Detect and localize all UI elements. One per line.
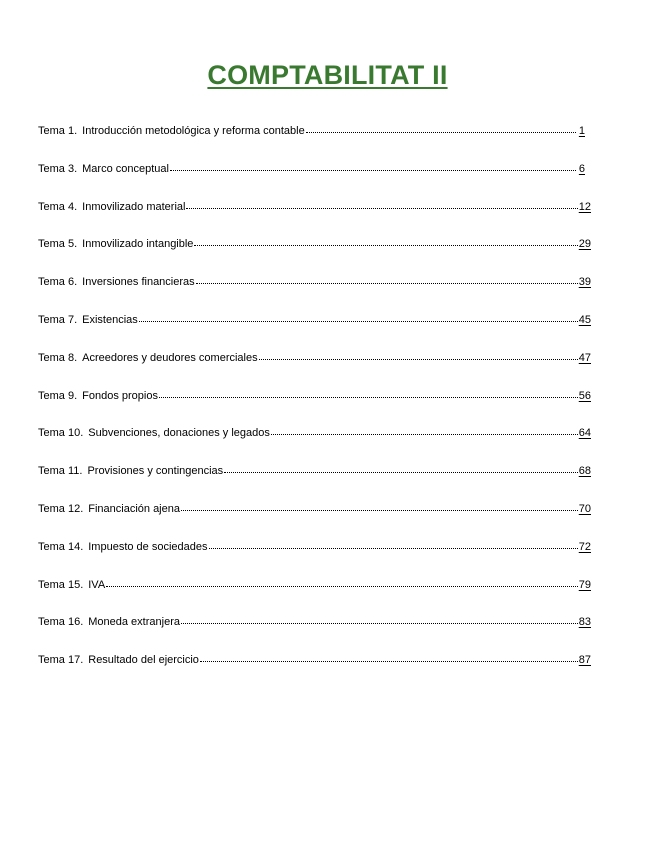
toc-entry-label: Moneda extranjera: [88, 616, 180, 629]
toc-entry-label: IVA: [88, 578, 106, 591]
toc-entry-number: Tema 16.: [38, 616, 84, 629]
toc-entry-number: Tema 7.: [38, 313, 78, 326]
toc-entry[interactable]: [38, 275, 591, 313]
table-of-contents: [38, 124, 591, 691]
toc-entry[interactable]: [38, 653, 591, 691]
toc-entry[interactable]: [38, 389, 591, 427]
toc-entry-number: Tema 12.: [38, 502, 84, 515]
toc-entry-page: 56: [578, 389, 591, 402]
toc-entry-label: Existencias: [82, 313, 138, 326]
toc-entry-number: Tema 3.: [38, 162, 78, 175]
toc-dot-leader: [194, 245, 577, 246]
toc-dot-leader: [139, 321, 578, 322]
toc-entry[interactable]: [38, 502, 591, 540]
toc-entry-page: 64: [578, 427, 591, 440]
toc-entry-number: Tema 11.: [38, 465, 83, 478]
toc-entry-label: Marco conceptual: [82, 162, 169, 175]
toc-entry-label: Impuesto de sociedades: [88, 540, 208, 553]
toc-dot-leader: [306, 132, 576, 133]
toc-entry[interactable]: [38, 237, 591, 275]
toc-entry-number: Tema 1.: [38, 125, 78, 137]
toc-entry-page: 72: [578, 540, 591, 553]
toc-dot-leader: [181, 510, 578, 511]
toc-entry-number: Tema 8.: [38, 351, 78, 364]
toc-dot-leader: [271, 434, 578, 435]
toc-entry-label: Provisiones y contingencias: [87, 465, 224, 478]
toc-entry-label: Subvenciones, donaciones y legados: [88, 427, 270, 440]
toc-entry-label: Financiación ajena: [88, 502, 180, 515]
toc-entry[interactable]: [38, 464, 591, 502]
toc-entry[interactable]: [38, 162, 591, 200]
toc-dot-leader: [186, 208, 577, 209]
toc-entry-page: 70: [578, 502, 591, 515]
toc-entry-number: Tema 14.: [38, 540, 84, 553]
toc-entry-page: 87: [578, 654, 591, 667]
toc-entry-page: 1: [578, 125, 585, 137]
toc-entry-number: Tema 4.: [38, 200, 78, 213]
toc-entry-number: Tema 5.: [38, 238, 78, 251]
toc-dot-leader: [159, 397, 578, 398]
toc-entry-number: Tema 10.: [38, 427, 84, 440]
toc-entry-page: 79: [578, 578, 591, 591]
toc-entry[interactable]: [38, 124, 591, 162]
toc-entry-page: 12: [578, 200, 591, 213]
toc-entry[interactable]: [38, 426, 591, 464]
toc-entry[interactable]: [38, 313, 591, 351]
toc-entry-page: 47: [578, 351, 591, 364]
toc-entry-number: Tema 17.: [38, 654, 84, 667]
toc-entry-label: Fondos propios: [82, 389, 158, 402]
toc-dot-leader: [209, 548, 578, 549]
toc-entry[interactable]: [38, 540, 591, 578]
toc-entry-label: Acreedores y deudores comerciales: [82, 351, 258, 364]
toc-entry[interactable]: [38, 200, 591, 238]
toc-entry[interactable]: [38, 351, 591, 389]
toc-dot-leader: [170, 170, 576, 171]
toc-entry-page: 83: [578, 616, 591, 629]
toc-dot-leader: [259, 359, 578, 360]
toc-entry-number: Tema 9.: [38, 389, 78, 402]
toc-dot-leader: [200, 661, 578, 662]
toc-entry-page: 6: [578, 162, 585, 175]
toc-entry-page: 68: [578, 465, 591, 478]
toc-entry-page: 39: [578, 276, 591, 289]
toc-entry[interactable]: [38, 578, 591, 616]
toc-entry-number: Tema 15.: [38, 578, 84, 591]
toc-dot-leader: [106, 586, 578, 587]
toc-entry-label: Inmovilizado intangible: [82, 238, 194, 251]
toc-entry[interactable]: [38, 615, 591, 653]
toc-entry-label: Inversiones financieras: [82, 276, 195, 289]
document-title: COMPTABILITAT II: [207, 60, 448, 91]
toc-dot-leader: [224, 472, 578, 473]
toc-entry-page: 45: [578, 313, 591, 326]
toc-entry-number: Tema 6.: [38, 276, 78, 289]
toc-entry-label: Resultado del ejercicio: [88, 654, 199, 667]
toc-dot-leader: [196, 283, 578, 284]
toc-entry-page: 29: [578, 238, 591, 251]
toc-entry-label: Inmovilizado material: [82, 200, 186, 213]
toc-dot-leader: [181, 623, 578, 624]
toc-entry-label: Introducción metodológica y reforma contable: [82, 125, 305, 137]
